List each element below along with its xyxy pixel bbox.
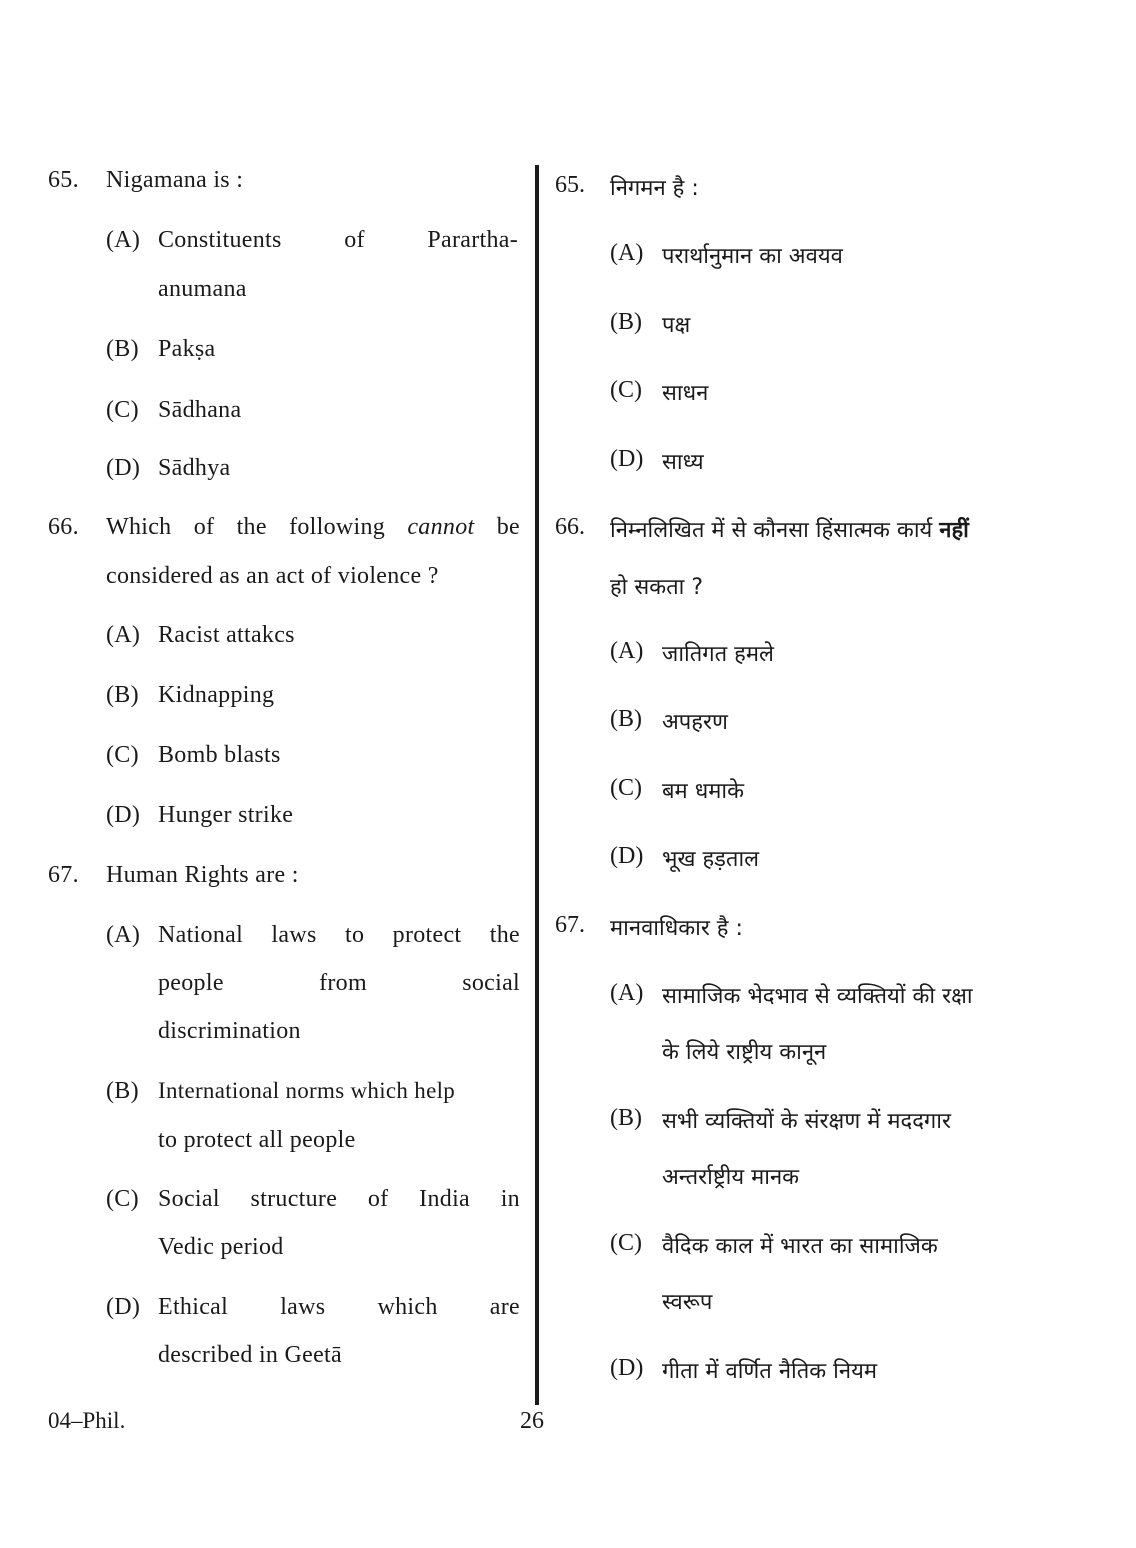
option-text: International norms which help [158, 1078, 456, 1103]
justified-line [158, 1186, 520, 1213]
option-label: (A) [610, 980, 644, 1006]
option-text [158, 1294, 520, 1321]
option-text-line2: described in Geetā [158, 1342, 342, 1368]
option-label: (A) [106, 622, 141, 648]
option-text: Sādhya [158, 455, 231, 481]
question-number: 65. [555, 172, 585, 198]
word: of [344, 227, 365, 253]
question-text: निगमन है : [610, 176, 699, 201]
option-label: (D) [610, 1355, 644, 1381]
word: be [496, 514, 520, 540]
question-number: 66. [48, 514, 79, 540]
word: the [236, 514, 267, 540]
justified-line [158, 1294, 520, 1321]
option-label: (B) [610, 309, 642, 335]
option-label: (B) [610, 706, 642, 732]
word: following [289, 514, 386, 540]
option-text: सभी व्यक्तियों के संरक्षण में मददगार [662, 1109, 951, 1134]
option-label: (A) [106, 922, 141, 948]
option-text: साध्य [662, 450, 704, 475]
word: Ethical [158, 1294, 229, 1320]
word: the [489, 922, 520, 948]
option-text-line2: to protect all people [158, 1127, 356, 1153]
option-text: भूख हड़ताल [662, 847, 760, 872]
option-label: (D) [106, 455, 141, 481]
question-text-line2: considered as an act of violence ? [106, 563, 439, 589]
word: people [158, 970, 224, 996]
option-text: जातिगत हमले [662, 642, 774, 667]
emphasis-word: नहीं [939, 518, 969, 543]
question-text: Nigamana is : [106, 167, 244, 193]
option-label: (D) [610, 843, 644, 869]
option-label: (B) [106, 1078, 139, 1104]
justified-line [106, 514, 520, 541]
question-text-line2: हो सकता ? [610, 575, 704, 600]
option-text: Sādhana [158, 397, 242, 423]
page-number: 26 [520, 1408, 544, 1434]
word: to [345, 922, 365, 948]
word: Parartha- [427, 227, 518, 253]
option-text-line2: Vedic period [158, 1234, 284, 1260]
word: laws [271, 922, 317, 948]
option-text [158, 922, 520, 949]
option-text: वैदिक काल में भारत का सामाजिक [662, 1234, 938, 1259]
option-label: (C) [106, 742, 139, 768]
word: Social [158, 1186, 220, 1212]
option-text: Pakṣa [158, 336, 216, 362]
option-text: Kidnapping [158, 682, 275, 708]
option-text-line2: anumana [158, 276, 247, 302]
word: structure [250, 1186, 338, 1212]
option-label: (A) [610, 240, 644, 266]
option-text-line2 [158, 970, 520, 997]
word: of [193, 514, 215, 540]
word: laws [280, 1294, 326, 1320]
word: protect [392, 922, 462, 948]
question-text [610, 514, 969, 544]
option-text: बम धमाके [662, 779, 744, 804]
option-text: परार्थानुमान का अवयव [662, 244, 843, 269]
word: India [419, 1186, 470, 1212]
option-text: सामाजिक भेदभाव से व्यक्तियों की रक्षा [662, 984, 973, 1009]
option-label: (A) [610, 638, 644, 664]
question-number: 67. [555, 912, 585, 938]
word: social [462, 970, 520, 996]
question-text: मानवाधिकार है : [610, 916, 743, 941]
option-text: अपहरण [662, 710, 728, 735]
word: from [319, 970, 367, 996]
word: are [489, 1294, 520, 1320]
option-text-line2: स्वरूप [662, 1290, 713, 1315]
column-divider [535, 165, 539, 1405]
option-label: (D) [610, 446, 644, 472]
word: Constituents [158, 227, 282, 253]
word: of [367, 1186, 389, 1212]
option-label: (C) [106, 397, 139, 423]
option-label: (D) [106, 1294, 141, 1320]
option-label: (C) [610, 377, 642, 403]
word: which [377, 1294, 438, 1320]
emphasis-word: cannot [407, 514, 475, 540]
option-label: (D) [106, 802, 141, 828]
option-label: (B) [106, 336, 139, 362]
option-text [158, 227, 518, 254]
option-text: Racist attakcs [158, 622, 295, 648]
option-text: गीता में वर्णित नैतिक नियम [662, 1359, 877, 1384]
question-text [106, 514, 520, 541]
question-number: 66. [555, 514, 585, 540]
option-text: Hunger strike [158, 802, 294, 828]
question-number: 67. [48, 862, 79, 888]
justified-line [158, 227, 518, 254]
option-text-line3: discrimination [158, 1018, 301, 1044]
option-text: साधन [662, 381, 709, 406]
option-label: (A) [106, 227, 141, 253]
option-text [158, 1186, 520, 1213]
word: National [158, 922, 244, 948]
option-text: Bomb blasts [158, 742, 281, 768]
option-text: पक्ष [662, 313, 691, 338]
question-text-part: निम्नलिखित में से कौनसा हिंसात्मक कार्य [610, 518, 940, 543]
option-label: (B) [610, 1105, 642, 1131]
word: Which [106, 514, 172, 540]
question-text: Human Rights are : [106, 862, 299, 888]
option-label: (C) [610, 775, 642, 801]
question-number: 65. [48, 167, 79, 193]
option-label: (C) [610, 1230, 642, 1256]
option-text-line2: के लिये राष्ट्रीय कानून [662, 1040, 827, 1065]
option-label: (B) [106, 682, 139, 708]
option-label: (C) [106, 1186, 139, 1212]
paper-code: 04–Phil. [48, 1408, 126, 1433]
justified-line [158, 922, 520, 949]
option-text-line2: अन्तर्राष्ट्रीय मानक [662, 1165, 800, 1190]
justified-line [158, 970, 520, 997]
word: in [500, 1186, 520, 1212]
